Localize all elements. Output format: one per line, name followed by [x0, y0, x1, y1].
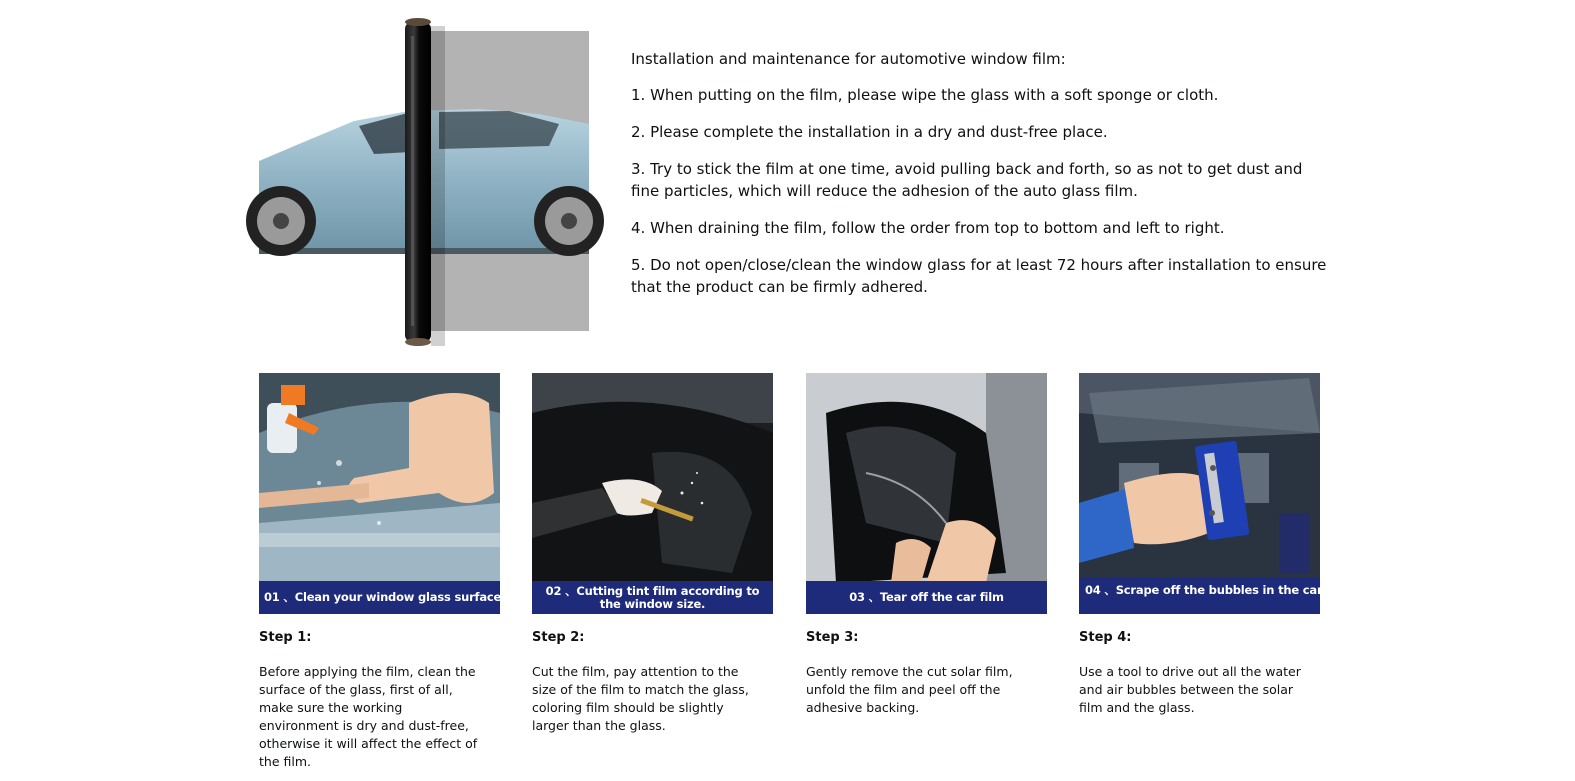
step-3-image	[806, 373, 1047, 614]
step-card-4	[1079, 373, 1351, 717]
step-4-description: Use a tool to drive out all the water and air bubbles between the solar film and the glass.	[1079, 664, 1301, 715]
step-4-image	[1079, 373, 1351, 614]
step-1-description: Before applying the film, clean the surface of the glass, first of all, make sure the working environment is dry and dust-free, otherwise it will affect the effect of the film.	[259, 664, 478, 769]
step-card-1	[259, 373, 506, 771]
instruction-item: 3. Try to stick the film at one time, avoid pulling back and forth, so as not to get dust and fine particles, which will reduce the adhesion of the auto glass film.	[631, 160, 1303, 200]
step-2-description: Cut the film, pay attention to the size of the film to match the glass, coloring film should be slightly larger than the glass.	[532, 664, 749, 733]
step-card-2	[532, 373, 773, 735]
instruction-item: 4. When draining the film, follow the order from top to bottom and left to right.	[631, 219, 1225, 237]
step-1-label: Step 1:	[259, 630, 312, 645]
step-2-label: Step 2:	[532, 630, 585, 645]
instruction-item: 5. Do not open/close/clean the window glass for at least 72 hours after installation to ensure that the product can be firmly adhered.	[631, 256, 1327, 296]
installation-instructions	[631, 48, 1331, 313]
instruction-item: 1. When putting on the film, please wipe the glass with a soft sponge or cloth.	[631, 86, 1219, 104]
step-2-caption: 02 、Cutting tint film according to the window size.	[532, 581, 773, 614]
step-3-label: Step 3:	[806, 630, 859, 645]
step-2-image	[532, 373, 773, 614]
step-4-caption: 04 、Scrape off the bubbles in the car film	[1079, 577, 1320, 614]
step-1-image	[259, 373, 506, 614]
step-4-label: Step 4:	[1079, 630, 1132, 645]
step-3-caption: 03 、Tear off the car film	[806, 581, 1047, 614]
step-1-caption: 01 、Clean your window glass surface.	[259, 581, 500, 614]
step-card-3	[806, 373, 1047, 717]
instruction-item: 2. Please complete the installation in a dry and dust-free place.	[631, 123, 1108, 141]
window-film-roll-image	[259, 16, 589, 351]
instructions-title: Installation and maintenance for automotive window film:	[631, 50, 1066, 68]
step-3-description: Gently remove the cut solar film, unfold the film and peel off the adhesive backing.	[806, 664, 1013, 715]
